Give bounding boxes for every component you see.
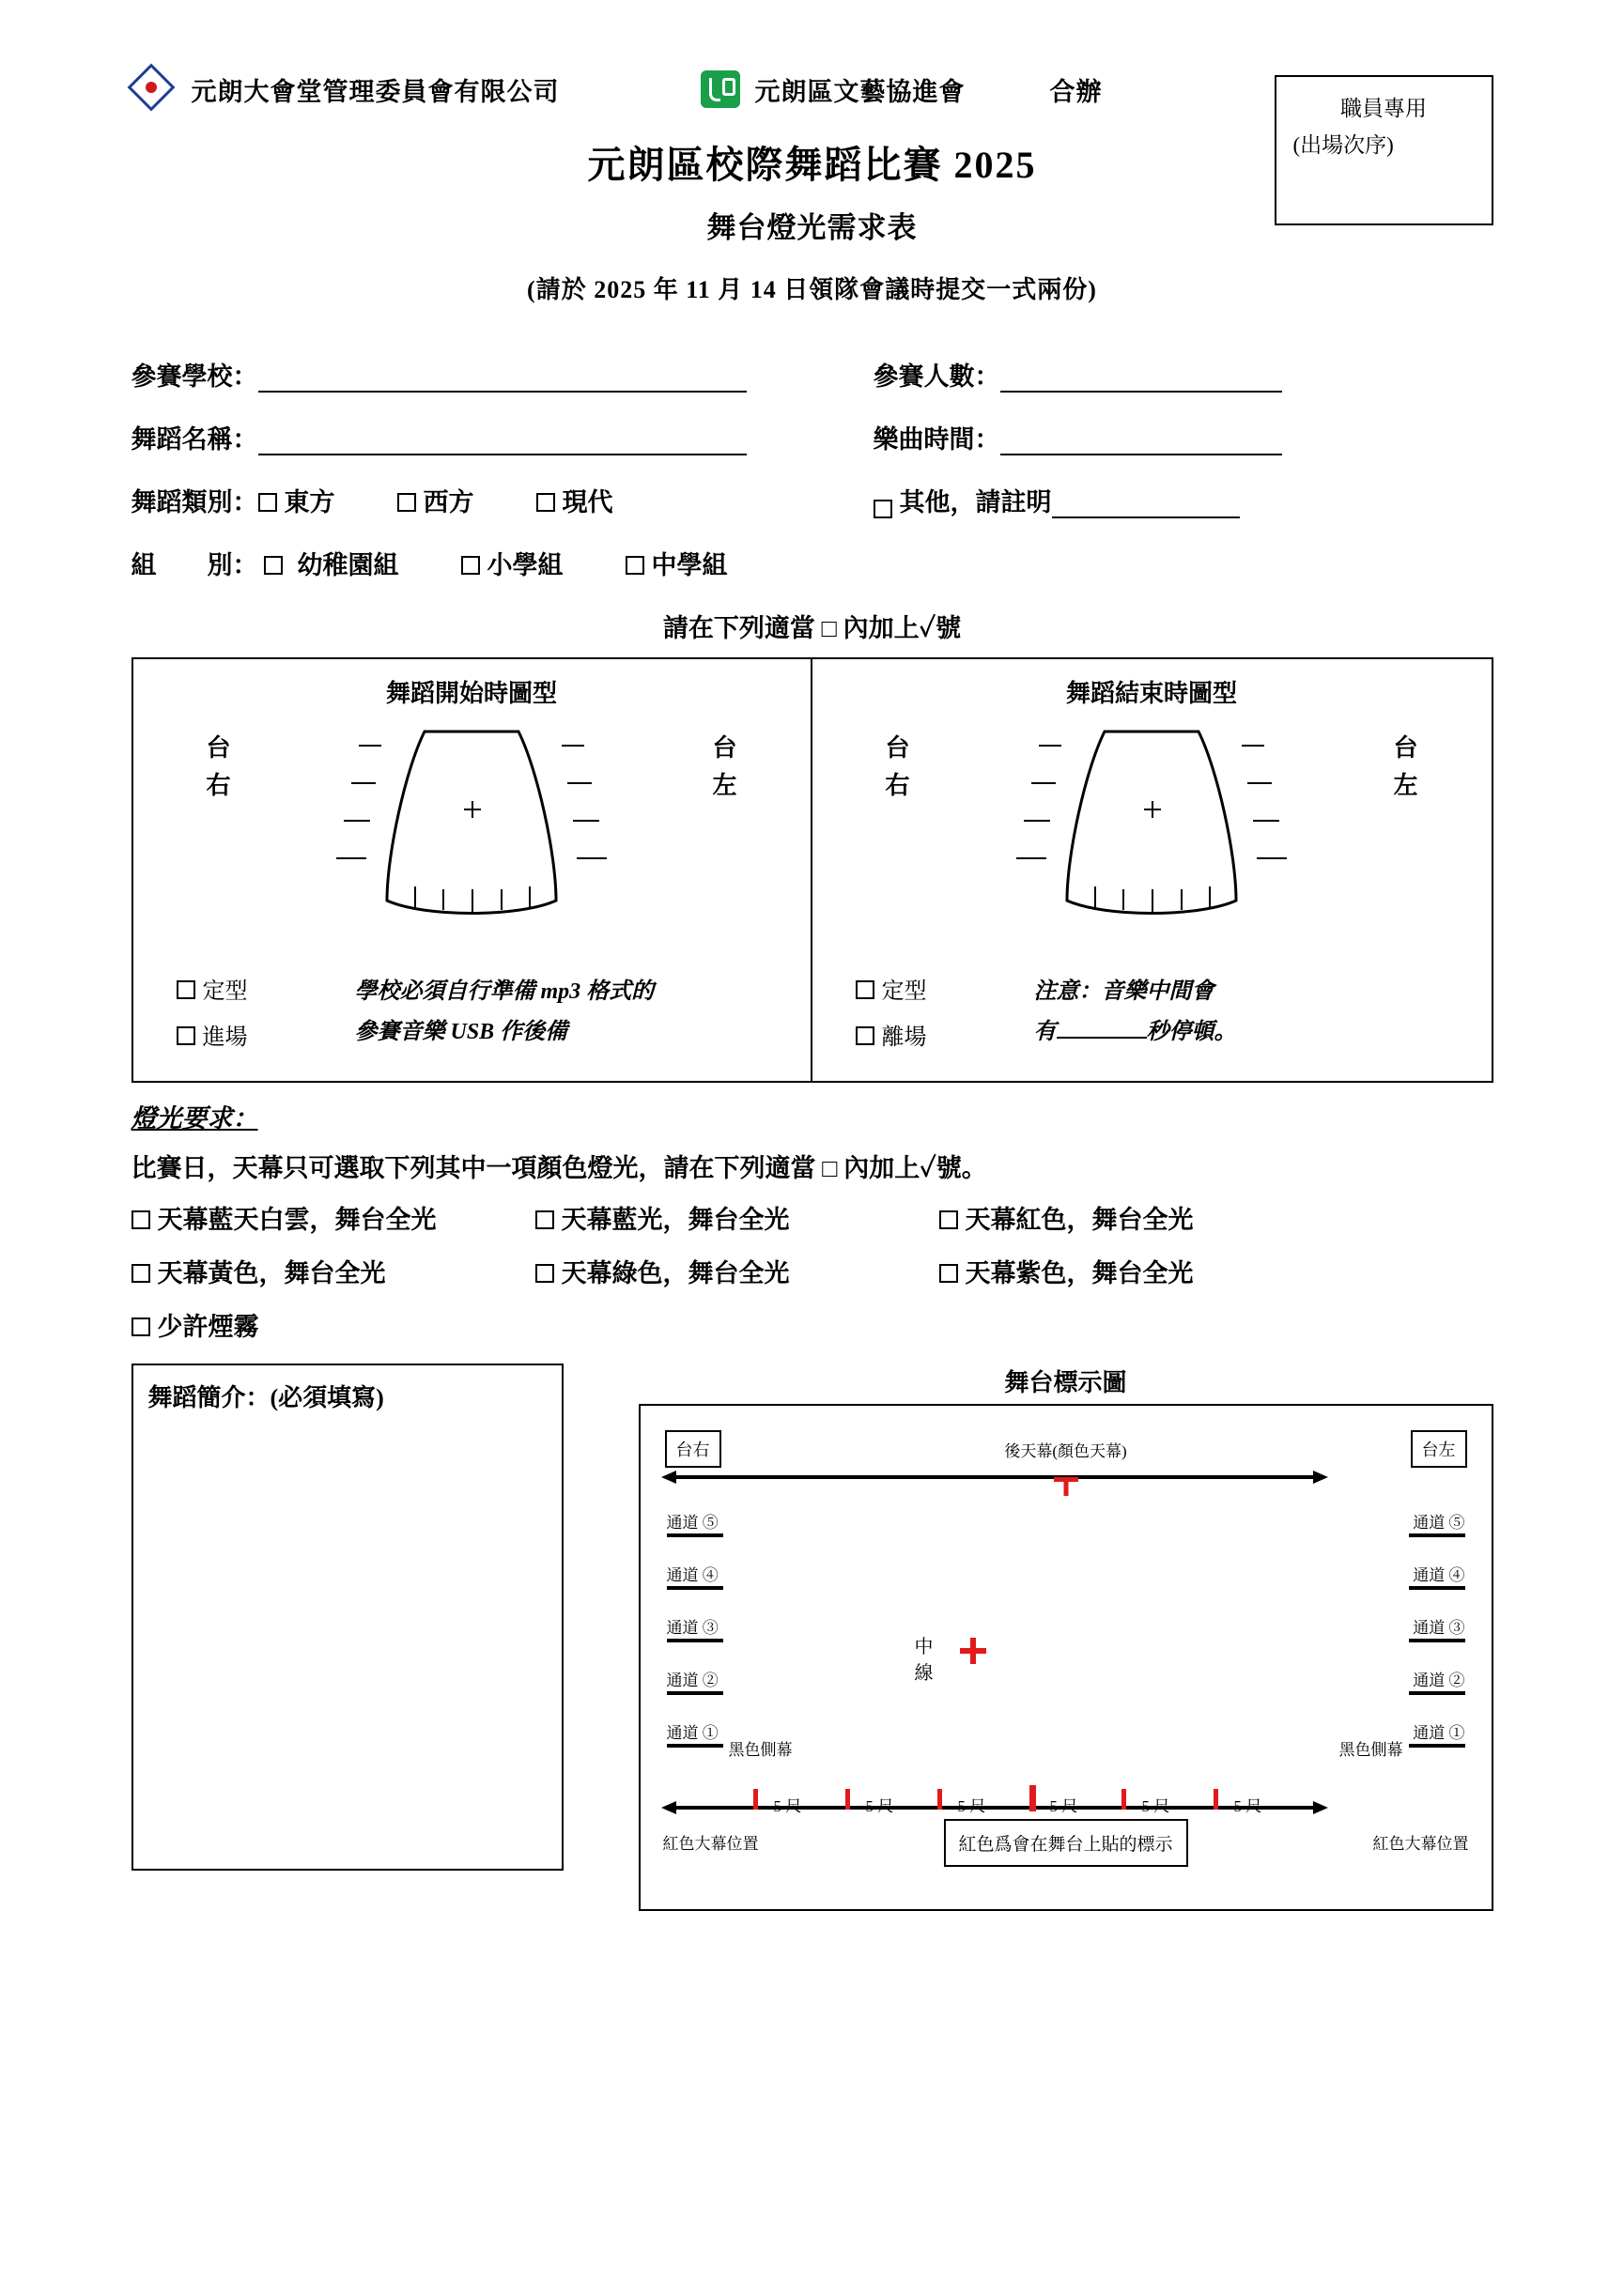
stage-map-tick <box>753 1789 758 1810</box>
group-option-primary[interactable] <box>461 545 564 581</box>
yuen-long-town-hall-logo-icon <box>131 68 175 111</box>
checkbox-instruction: 請在下列適當 □ 內加上✓號 <box>662 614 962 642</box>
stage-map-black-wing-right: 黑色側幕 <box>728 1741 793 1759</box>
pause-note-line1: 注意：音樂中間會 <box>1033 979 1214 1004</box>
formation-end-check-exit[interactable] <box>856 1018 1034 1051</box>
page-title: 元朗區校際舞蹈比賽 2025 <box>587 144 1037 186</box>
checkbox-icon[interactable] <box>258 493 277 512</box>
formation-start-check-pose-label: 定型 <box>202 979 248 1004</box>
checkbox-icon[interactable] <box>177 1026 195 1045</box>
category-other-input[interactable] <box>1052 490 1240 518</box>
stage-map-bar <box>1409 1586 1465 1590</box>
stage-map-center-cross-v <box>970 1638 976 1664</box>
checkbox-icon[interactable] <box>535 1210 554 1229</box>
formation-end-check-pose[interactable] <box>856 972 1034 1005</box>
lighting-option-3[interactable] <box>131 1253 535 1289</box>
stage-map-centerline-label-2: 線 <box>914 1663 934 1684</box>
group-label: 組 別： <box>131 551 258 579</box>
formation-end-title: 舞蹈結束時圖型 <box>1065 680 1237 707</box>
lighting-option-2-label: 天幕紅色，舞台全光 <box>965 1206 1194 1234</box>
stage-map-bar <box>667 1639 723 1642</box>
stage-map-section <box>639 1364 1493 1911</box>
stage-map-black-wing-left: 黑色側幕 <box>1338 1741 1403 1759</box>
checkbox-icon[interactable] <box>939 1264 958 1283</box>
category-option-modern-label: 現代 <box>562 488 613 516</box>
group-option-secondary-label: 中學組 <box>651 551 728 579</box>
stage-left-label-2: 台 左 <box>1393 734 1418 800</box>
checkbox-icon[interactable] <box>177 980 195 999</box>
stage-map-passage-right-2: 通道 ② <box>666 1672 719 1689</box>
stage-map-top-arrow <box>661 1468 1328 1487</box>
stage-map-red-curtain-right: 紅色大幕位置 <box>662 1835 759 1853</box>
checkbox-icon[interactable] <box>131 1318 150 1336</box>
lighting-heading: 燈光要求： <box>131 1104 258 1133</box>
stage-map-bar <box>667 1744 723 1748</box>
lighting-option-5-label: 天幕紫色，舞台全光 <box>965 1259 1194 1287</box>
bottom-section <box>131 1364 1493 1911</box>
formation-start-check-pose[interactable] <box>177 972 355 1005</box>
stage-map-passage-right-3: 通道 ③ <box>666 1619 719 1637</box>
staff-use-box <box>1275 75 1493 225</box>
dance-intro-label: 舞蹈簡介：(必須填寫) <box>147 1384 384 1411</box>
stage-map-measure-0: 5 尺 <box>773 1797 802 1815</box>
staff-use-title: 職員專用 <box>1340 97 1427 120</box>
stage-map-bar <box>1409 1533 1465 1537</box>
stage-map-passage-left-3: 通道 ③ <box>1413 1619 1465 1637</box>
stage-map-measure-2: 5 尺 <box>957 1797 986 1815</box>
group-option-kindergarten[interactable] <box>264 545 399 581</box>
formation-diagram-start <box>133 659 812 1081</box>
stage-map-bar <box>667 1691 723 1695</box>
dance-name-label: 舞蹈名稱： <box>131 425 258 454</box>
page-subtitle: 舞台燈光需求表 <box>706 211 918 244</box>
stage-map-backdrop-label: 後天幕(顏色天幕) <box>1004 1442 1127 1460</box>
stage-map-bar <box>667 1533 723 1537</box>
pause-seconds-input[interactable] <box>1057 1016 1147 1039</box>
stage-map-tick-center <box>1029 1785 1036 1811</box>
stage-map-tick <box>845 1789 850 1810</box>
stage-map-passage-left-1: 通道 ① <box>1413 1724 1465 1742</box>
stage-shape-start <box>284 713 659 948</box>
stage-map-passage-left-5: 通道 ⑤ <box>1413 1514 1465 1532</box>
music-time-input[interactable] <box>1000 427 1282 455</box>
stage-map-centerline-label-1: 中 <box>914 1637 934 1657</box>
stage-map-measure-arrow <box>661 1798 1328 1817</box>
checkbox-icon[interactable] <box>874 500 892 518</box>
dance-name-input[interactable] <box>258 427 747 455</box>
stage-map-legend: 紅色爲會在舞台上貼的標示 <box>943 1819 1187 1867</box>
lighting-option-4-label: 天幕綠色，舞台全光 <box>561 1259 790 1287</box>
category-option-modern[interactable] <box>536 482 613 518</box>
category-option-western-label: 西方 <box>423 488 474 516</box>
lighting-option-0[interactable] <box>131 1199 535 1236</box>
stage-map-passage-left-4: 通道 ④ <box>1413 1566 1465 1584</box>
form-fields <box>131 356 1493 581</box>
lighting-option-4[interactable] <box>535 1253 939 1289</box>
stage-map-measure-4: 5 尺 <box>1141 1797 1170 1815</box>
lighting-option-1-label: 天幕藍光，舞台全光 <box>561 1206 790 1234</box>
stage-shape-end <box>964 713 1339 948</box>
submission-note: (請於 2025 年 11 月 14 日領隊會議時提交一式兩份) <box>527 276 1097 303</box>
stage-map-measure-3: 5 尺 <box>1049 1797 1078 1815</box>
stage-map-stage-left: 台左 <box>1411 1430 1467 1468</box>
stage-map-bar <box>667 1586 723 1590</box>
checkbox-icon[interactable] <box>536 493 555 512</box>
checkbox-icon[interactable] <box>939 1210 958 1229</box>
arts-association-logo-icon <box>701 70 740 108</box>
stage-map-measure-1: 5 尺 <box>865 1797 894 1815</box>
checkbox-icon[interactable] <box>626 556 644 575</box>
stage-map-tick <box>1214 1789 1218 1810</box>
category-option-western[interactable] <box>397 482 474 518</box>
usb-note-line1: 學校必須自行準備 mp3 格式的 <box>354 979 655 1004</box>
pause-note-suffix: 秒停頓。 <box>1146 1020 1237 1045</box>
lighting-options <box>131 1199 1493 1343</box>
pause-note-line2 <box>1034 1012 1237 1053</box>
checkbox-icon[interactable] <box>397 493 416 512</box>
stage-map-center-mark-top-stem <box>1063 1477 1068 1496</box>
organizer-2-name: 元朗區文藝協進會 <box>754 77 966 106</box>
stage-map-passage-right-5: 通道 ⑤ <box>666 1514 719 1532</box>
lighting-option-6[interactable] <box>131 1306 535 1343</box>
checkbox-icon[interactable] <box>131 1264 150 1283</box>
participants-input[interactable] <box>1000 364 1282 393</box>
stage-left-label: 台 左 <box>712 734 737 800</box>
stage-map-diagram <box>639 1404 1493 1911</box>
stage-map-bar <box>1409 1691 1465 1695</box>
school-input[interactable] <box>258 364 747 393</box>
school-label: 參賽學校： <box>131 362 258 391</box>
lighting-option-5[interactable] <box>939 1253 1343 1289</box>
formation-start-title: 舞蹈開始時圖型 <box>385 680 557 707</box>
category-label: 舞蹈類別： <box>131 488 258 516</box>
formation-diagram-end <box>812 659 1492 1081</box>
formation-start-check-enter-label: 進場 <box>202 1025 248 1050</box>
lighting-option-1[interactable] <box>535 1199 939 1236</box>
lighting-option-6-label: 少許煙霧 <box>157 1313 259 1341</box>
stage-map-tick <box>1121 1789 1126 1810</box>
category-option-oriental-label: 東方 <box>284 488 335 516</box>
stage-map-passage-left-2: 通道 ② <box>1413 1672 1465 1689</box>
group-option-primary-label: 小學組 <box>487 551 564 579</box>
stage-map-red-curtain-left: 紅色大幕位置 <box>1372 1835 1469 1853</box>
checkbox-icon[interactable] <box>856 1026 874 1045</box>
group-option-kindergarten-label: 幼稚園組 <box>297 551 399 579</box>
lighting-description: 比賽日，天幕只可選取下列其中一項顏色燈光，請在下列適當 □ 內加上✓號。 <box>131 1154 987 1182</box>
pause-note <box>1034 972 1237 1053</box>
formation-start-checks <box>147 972 355 1064</box>
stage-map-bar <box>1409 1744 1465 1748</box>
formation-end-check-exit-label: 離場 <box>881 1025 927 1050</box>
stage-map-title: 舞台標示圖 <box>1004 1369 1127 1396</box>
stage-right-label: 台 右 <box>206 734 231 800</box>
lighting-option-3-label: 天幕黃色，舞台全光 <box>157 1259 386 1287</box>
category-option-oriental[interactable] <box>258 482 335 518</box>
checkbox-icon[interactable] <box>856 980 874 999</box>
stage-map-tick <box>937 1789 942 1810</box>
checkbox-icon[interactable] <box>535 1264 554 1283</box>
pause-note-prefix: 有 <box>1033 1020 1057 1045</box>
co-organize-label: 合辦 <box>1049 77 1103 106</box>
formation-start-check-enter[interactable] <box>177 1018 355 1051</box>
lighting-option-0-label: 天幕藍天白雲，舞台全光 <box>157 1206 437 1234</box>
stage-map-measure-5: 5 尺 <box>1233 1797 1262 1815</box>
music-time-label: 樂曲時間： <box>873 425 1000 454</box>
checkbox-icon[interactable] <box>461 556 480 575</box>
stage-map-passage-right-1: 通道 ① <box>666 1724 719 1742</box>
staff-use-subtitle: (出場次序) <box>1292 133 1394 158</box>
formation-end-check-pose-label: 定型 <box>881 979 927 1004</box>
stage-right-label-2: 台 右 <box>885 734 910 800</box>
formation-diagrams <box>131 657 1493 1083</box>
organizer-1-name: 元朗大會堂管理委員會有限公司 <box>191 77 560 106</box>
participants-label: 參賽人數： <box>873 362 1000 391</box>
checkbox-icon[interactable] <box>131 1210 150 1229</box>
formation-end-checks <box>826 972 1034 1064</box>
stage-map-passage-right-4: 通道 ④ <box>666 1566 719 1584</box>
stage-map-bar <box>1409 1639 1465 1642</box>
usb-note-line2: 參賽音樂 USB 作後備 <box>354 1020 568 1045</box>
usb-note <box>355 972 655 1053</box>
group-option-secondary[interactable] <box>626 545 728 581</box>
dance-intro-box[interactable] <box>131 1364 564 1871</box>
lighting-option-2[interactable] <box>939 1199 1343 1236</box>
stage-map-stage-right: 台右 <box>665 1430 721 1468</box>
checkbox-icon[interactable] <box>264 556 283 575</box>
category-other-label: 其他，請註明 <box>899 488 1052 516</box>
